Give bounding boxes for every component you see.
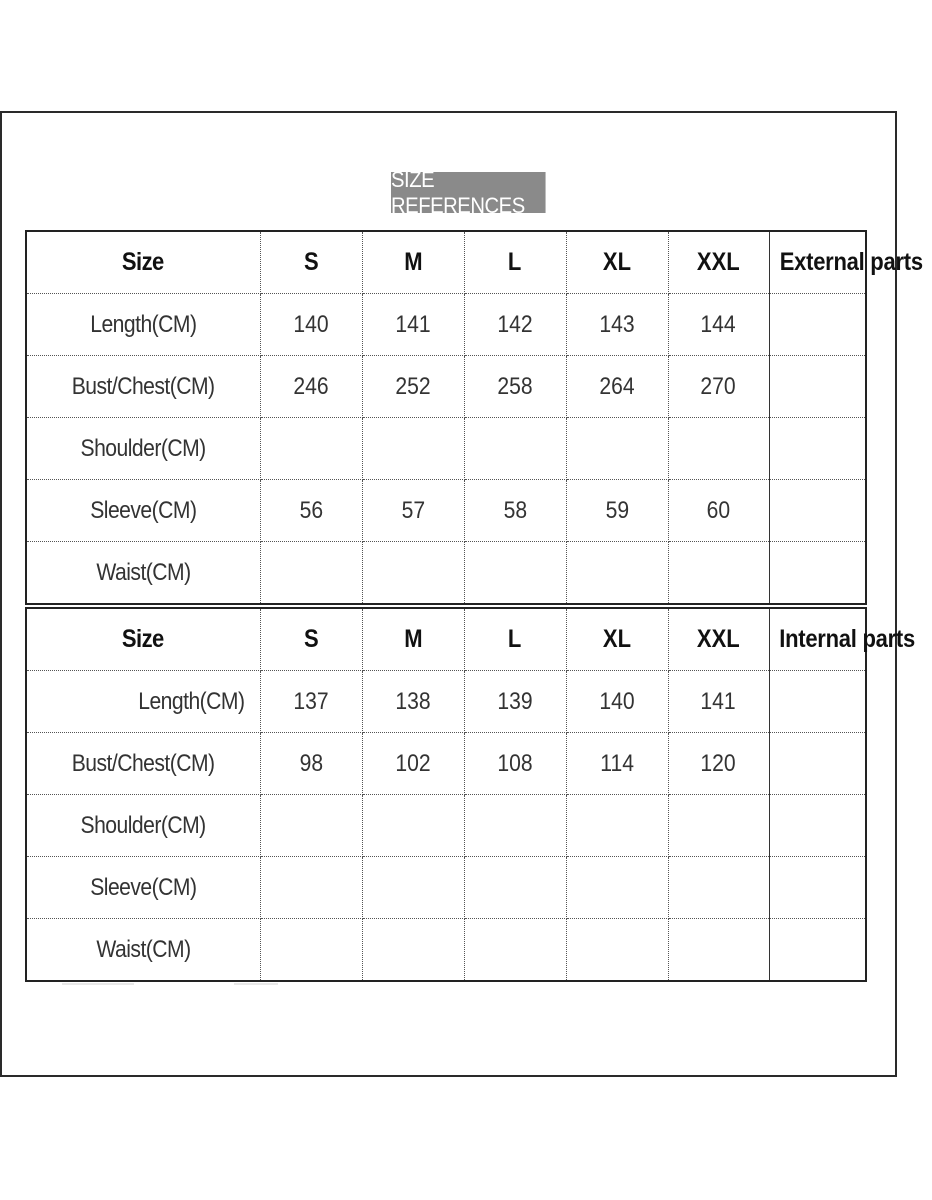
table-cell	[769, 857, 866, 919]
divider	[234, 983, 278, 985]
size-column-header: L	[464, 608, 566, 671]
table-cell	[769, 480, 866, 542]
table-row	[26, 671, 866, 733]
table-cell: 141	[668, 671, 769, 733]
table-cell	[769, 542, 866, 605]
size-header: Size	[26, 231, 260, 294]
table-cell	[464, 418, 566, 480]
table-row	[26, 857, 866, 919]
table-row	[26, 542, 866, 605]
table-cell	[769, 733, 866, 795]
table-cell	[769, 294, 866, 356]
table-cell	[260, 542, 362, 605]
table-row	[26, 356, 866, 418]
table-header-row	[26, 608, 866, 671]
table-cell: 140	[260, 294, 362, 356]
table-row	[26, 418, 866, 480]
table-cell: 58	[464, 480, 566, 542]
size-column-header: XL	[566, 231, 668, 294]
table-cell: 264	[566, 356, 668, 418]
internal-size-table	[25, 607, 915, 982]
table-cell: 120	[668, 733, 769, 795]
table-cell: 270	[668, 356, 769, 418]
table-cell: 141	[362, 294, 464, 356]
external-size-table	[25, 230, 923, 605]
table-cell	[566, 418, 668, 480]
size-column-header: S	[260, 608, 362, 671]
table-cell: 140	[566, 671, 668, 733]
table-cell: 108	[464, 733, 566, 795]
page-title	[391, 166, 546, 218]
table-cell: 60	[668, 480, 769, 542]
size-column-header: M	[362, 231, 464, 294]
table-cell	[566, 857, 668, 919]
table-cell	[668, 795, 769, 857]
row-label: Shoulder(CM)	[26, 418, 260, 480]
table-cell	[464, 857, 566, 919]
table-cell	[362, 418, 464, 480]
table-cell	[769, 356, 866, 418]
table-cell: 137	[260, 671, 362, 733]
table-cell: 57	[362, 480, 464, 542]
row-label: Bust/Chest(CM)	[26, 356, 260, 418]
table-cell	[668, 418, 769, 480]
table-cell: 114	[566, 733, 668, 795]
table-cell: 246	[260, 356, 362, 418]
size-column-header: M	[362, 608, 464, 671]
table-cell	[464, 795, 566, 857]
table-cell: 59	[566, 480, 668, 542]
table-cell	[464, 542, 566, 605]
table-cell	[260, 857, 362, 919]
table-cell	[769, 418, 866, 480]
table-cell: 56	[260, 480, 362, 542]
table-cell: 102	[362, 733, 464, 795]
table-cell	[260, 919, 362, 982]
table-cell	[362, 542, 464, 605]
table-cell	[566, 542, 668, 605]
table-row	[26, 733, 866, 795]
table-cell	[769, 671, 866, 733]
table-row	[26, 919, 866, 982]
size-column-header: XXL	[668, 608, 769, 671]
table-cell	[260, 795, 362, 857]
row-label: Shoulder(CM)	[26, 795, 260, 857]
divider	[62, 983, 134, 985]
size-header: Size	[26, 608, 260, 671]
table-cell	[769, 919, 866, 982]
table-cell: 142	[464, 294, 566, 356]
table-header-row	[26, 231, 866, 294]
table-cell: 139	[464, 671, 566, 733]
table-cell: 144	[668, 294, 769, 356]
table-cell	[668, 857, 769, 919]
table-cell	[566, 919, 668, 982]
table-cell	[769, 795, 866, 857]
table-row	[26, 480, 866, 542]
table-cell	[464, 919, 566, 982]
table-row	[26, 795, 866, 857]
table-cell	[362, 857, 464, 919]
table-cell: 143	[566, 294, 668, 356]
size-column-header: XL	[566, 608, 668, 671]
page-title-text: SIZE REFERENCES	[391, 166, 525, 218]
size-column-header: S	[260, 231, 362, 294]
table-cell	[362, 795, 464, 857]
table-cell	[566, 795, 668, 857]
table-cell: 98	[260, 733, 362, 795]
table-note: External parts	[769, 231, 866, 294]
table-note: Internal parts	[769, 608, 866, 671]
size-column-header: XXL	[668, 231, 769, 294]
table-cell: 252	[362, 356, 464, 418]
row-label: Sleeve(CM)	[26, 857, 260, 919]
table-cell: 138	[362, 671, 464, 733]
size-column-header: L	[464, 231, 566, 294]
table-cell	[362, 919, 464, 982]
table-cell	[260, 418, 362, 480]
table-cell	[668, 919, 769, 982]
row-label: Length(CM)	[26, 671, 260, 733]
table-cell: 258	[464, 356, 566, 418]
row-label: Waist(CM)	[26, 919, 260, 982]
row-label: Bust/Chest(CM)	[26, 733, 260, 795]
row-label: Sleeve(CM)	[26, 480, 260, 542]
table-row	[26, 294, 866, 356]
row-label: Waist(CM)	[26, 542, 260, 605]
row-label: Length(CM)	[26, 294, 260, 356]
table-cell	[668, 542, 769, 605]
